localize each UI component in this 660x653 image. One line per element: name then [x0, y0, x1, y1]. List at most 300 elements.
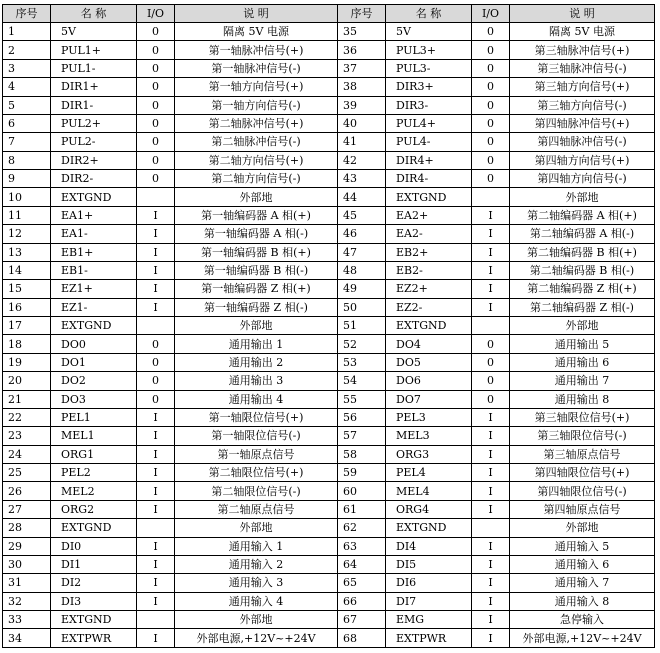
pin-number: 43	[338, 170, 386, 188]
pin-name: DI7	[386, 592, 472, 610]
pin-name: MEL3	[386, 427, 472, 445]
pin-number: 31	[3, 574, 51, 592]
pin-number: 15	[3, 280, 51, 298]
pin-io: I	[472, 537, 510, 555]
pin-name: EZ2-	[386, 298, 472, 316]
pin-name: ORG1	[51, 445, 137, 463]
pin-io: I	[137, 427, 175, 445]
pin-name: EZ1+	[51, 280, 137, 298]
pin-name: ORG4	[386, 500, 472, 518]
pin-io: 0	[137, 23, 175, 41]
pin-description: 外部电源,+12V~+24V	[175, 629, 338, 648]
table-row	[3, 206, 655, 224]
pin-name: EB1-	[51, 261, 137, 279]
pin-description: 第二轴编码器 B 相(+)	[510, 243, 655, 261]
pin-name: DO1	[51, 353, 137, 371]
pin-name: EXTGND	[51, 188, 137, 206]
pin-number: 4	[3, 78, 51, 96]
pin-io: I	[472, 611, 510, 629]
pin-name: MEL1	[51, 427, 137, 445]
pin-number: 30	[3, 555, 51, 573]
pin-name: PUL2+	[51, 114, 137, 132]
pin-io: 0	[472, 133, 510, 151]
pin-io: I	[472, 206, 510, 224]
pin-io: I	[472, 574, 510, 592]
pin-number: 61	[338, 500, 386, 518]
table-row	[3, 611, 655, 629]
pin-io	[137, 317, 175, 335]
pin-number: 55	[338, 390, 386, 408]
pin-name: DO5	[386, 353, 472, 371]
pin-name: EZ2+	[386, 280, 472, 298]
pin-io: I	[137, 280, 175, 298]
pin-io: I	[137, 445, 175, 463]
pin-number: 21	[3, 390, 51, 408]
pin-number: 25	[3, 464, 51, 482]
table-row	[3, 629, 655, 648]
pin-number: 60	[338, 482, 386, 500]
pin-name: EXTGND	[386, 317, 472, 335]
pin-name: DIR3+	[386, 78, 472, 96]
pin-description: 第二轴限位信号(-)	[175, 482, 338, 500]
table-row	[3, 427, 655, 445]
pin-io: I	[137, 555, 175, 573]
pin-description: 第三轴脉冲信号(-)	[510, 59, 655, 77]
pin-name: 5V	[386, 23, 472, 41]
pin-io: I	[472, 464, 510, 482]
pin-name: EZ1-	[51, 298, 137, 316]
pin-name: EA1-	[51, 225, 137, 243]
pin-description: 通用输入 3	[175, 574, 338, 592]
pin-description: 第一轴编码器 A 相(+)	[175, 206, 338, 224]
pin-number: 66	[338, 592, 386, 610]
table-row	[3, 59, 655, 77]
pin-number: 6	[3, 114, 51, 132]
pin-io: I	[472, 408, 510, 426]
pin-name: DO4	[386, 335, 472, 353]
pin-name: 5V	[51, 23, 137, 41]
table-row	[3, 243, 655, 261]
pin-name: EXTGND	[51, 317, 137, 335]
pin-io: I	[137, 482, 175, 500]
pin-description: 通用输出 3	[175, 372, 338, 390]
pin-number: 12	[3, 225, 51, 243]
pin-io: I	[137, 298, 175, 316]
header-io: I/O	[137, 5, 175, 23]
pin-io: 0	[137, 114, 175, 132]
pin-io: 0	[472, 114, 510, 132]
pin-name: DI3	[51, 592, 137, 610]
pin-name: MEL2	[51, 482, 137, 500]
pin-name: EA1+	[51, 206, 137, 224]
pin-io: I	[137, 629, 175, 648]
pin-name: EB2+	[386, 243, 472, 261]
pin-name: DO6	[386, 372, 472, 390]
pin-name: PUL4+	[386, 114, 472, 132]
pin-number: 32	[3, 592, 51, 610]
pin-name: EXTGND	[386, 188, 472, 206]
pin-number: 46	[338, 225, 386, 243]
pin-name: EA2+	[386, 206, 472, 224]
pin-description: 通用输出 2	[175, 353, 338, 371]
header-io: I/O	[472, 5, 510, 23]
pin-description: 外部地	[175, 611, 338, 629]
pin-io: I	[472, 225, 510, 243]
pin-number: 62	[338, 519, 386, 537]
pin-io: I	[137, 464, 175, 482]
table-row	[3, 151, 655, 169]
header-description: 说 明	[510, 5, 655, 23]
pin-number: 38	[338, 78, 386, 96]
pin-io: I	[472, 445, 510, 463]
pin-description: 通用输入 4	[175, 592, 338, 610]
pin-io: 0	[472, 170, 510, 188]
pin-description: 第四轴脉冲信号(-)	[510, 133, 655, 151]
pin-description: 第一轴编码器 Z 相(-)	[175, 298, 338, 316]
pin-name: DIR1+	[51, 78, 137, 96]
pin-description: 通用输入 1	[175, 537, 338, 555]
pin-name: PUL1+	[51, 41, 137, 59]
pin-io	[472, 519, 510, 537]
pin-io: I	[137, 500, 175, 518]
pin-description: 第一轴编码器 Z 相(+)	[175, 280, 338, 298]
pin-description: 第二轴方向信号(-)	[175, 170, 338, 188]
pin-name: EB2-	[386, 261, 472, 279]
table-row	[3, 500, 655, 518]
pin-number: 57	[338, 427, 386, 445]
pin-io: 0	[472, 41, 510, 59]
header-description: 说 明	[175, 5, 338, 23]
pin-description: 第二轴脉冲信号(+)	[175, 114, 338, 132]
pin-io: I	[137, 537, 175, 555]
pin-io: 0	[137, 390, 175, 408]
table-row	[3, 482, 655, 500]
pin-number: 41	[338, 133, 386, 151]
table-row	[3, 537, 655, 555]
pin-description: 第三轴限位信号(+)	[510, 408, 655, 426]
pin-io: I	[137, 243, 175, 261]
pin-number: 3	[3, 59, 51, 77]
pin-description: 第一轴编码器 B 相(-)	[175, 261, 338, 279]
pin-io: 0	[472, 335, 510, 353]
pin-description: 第一轴脉冲信号(+)	[175, 41, 338, 59]
pin-number: 52	[338, 335, 386, 353]
table-row	[3, 78, 655, 96]
pin-description: 第二轴方向信号(+)	[175, 151, 338, 169]
pin-description: 通用输入 5	[510, 537, 655, 555]
pin-io: 0	[472, 372, 510, 390]
pin-io: 0	[137, 372, 175, 390]
pin-number: 16	[3, 298, 51, 316]
pin-name: PUL2-	[51, 133, 137, 151]
pin-number: 44	[338, 188, 386, 206]
pin-description: 隔离 5V 电源	[175, 23, 338, 41]
pin-description: 外部地	[510, 317, 655, 335]
pin-description: 通用输出 1	[175, 335, 338, 353]
pin-description: 通用输出 5	[510, 335, 655, 353]
pin-name: EB1+	[51, 243, 137, 261]
pin-description: 第一轴脉冲信号(-)	[175, 59, 338, 77]
pin-number: 49	[338, 280, 386, 298]
pin-description: 第三轴方向信号(+)	[510, 78, 655, 96]
pin-io	[137, 188, 175, 206]
pin-io: 0	[137, 133, 175, 151]
pin-number: 1	[3, 23, 51, 41]
pin-name: EXTGND	[386, 519, 472, 537]
pin-number: 40	[338, 114, 386, 132]
pin-io	[137, 519, 175, 537]
table-row	[3, 445, 655, 463]
pin-number: 13	[3, 243, 51, 261]
pin-number: 14	[3, 261, 51, 279]
pin-io: I	[472, 243, 510, 261]
pin-io: I	[472, 592, 510, 610]
pin-description: 通用输入 7	[510, 574, 655, 592]
pin-description: 外部地	[510, 519, 655, 537]
pin-io: 0	[472, 151, 510, 169]
pin-name: DI6	[386, 574, 472, 592]
pin-description: 第一轴编码器 A 相(-)	[175, 225, 338, 243]
pin-description: 第一轴限位信号(-)	[175, 427, 338, 445]
pin-description: 第四轴原点信号	[510, 500, 655, 518]
header-number: 序号	[3, 5, 51, 23]
pin-number: 5	[3, 96, 51, 114]
pin-number: 47	[338, 243, 386, 261]
pin-number: 26	[3, 482, 51, 500]
table-row	[3, 335, 655, 353]
pin-name: DIR2-	[51, 170, 137, 188]
pin-number: 8	[3, 151, 51, 169]
pin-number: 65	[338, 574, 386, 592]
pin-io	[472, 188, 510, 206]
pin-io: I	[137, 225, 175, 243]
pin-description: 通用输出 8	[510, 390, 655, 408]
pin-name: MEL4	[386, 482, 472, 500]
pin-io: 0	[472, 96, 510, 114]
pin-io: I	[472, 280, 510, 298]
pin-io: 0	[472, 78, 510, 96]
table-row	[3, 170, 655, 188]
pin-name: EXTGND	[51, 519, 137, 537]
pin-number: 53	[338, 353, 386, 371]
pin-number: 45	[338, 206, 386, 224]
pin-description: 第二轴限位信号(+)	[175, 464, 338, 482]
pin-io: I	[472, 629, 510, 648]
pin-io: I	[137, 574, 175, 592]
pin-number: 54	[338, 372, 386, 390]
table-row	[3, 408, 655, 426]
pin-name: DIR3-	[386, 96, 472, 114]
pin-description: 通用输入 6	[510, 555, 655, 573]
pin-description: 第二轴编码器 A 相(+)	[510, 206, 655, 224]
pin-name: DO7	[386, 390, 472, 408]
pin-description: 通用输出 6	[510, 353, 655, 371]
pin-name: DO3	[51, 390, 137, 408]
table-row	[3, 555, 655, 573]
header-name: 名 称	[51, 5, 137, 23]
pin-name: PEL3	[386, 408, 472, 426]
pin-description: 急停输入	[510, 611, 655, 629]
pin-number: 59	[338, 464, 386, 482]
table-row	[3, 96, 655, 114]
table-row	[3, 225, 655, 243]
pin-name: DO2	[51, 372, 137, 390]
pin-description: 第二轴脉冲信号(-)	[175, 133, 338, 151]
pin-io	[137, 611, 175, 629]
pin-description: 外部地	[175, 188, 338, 206]
pin-description: 第一轴方向信号(-)	[175, 96, 338, 114]
pin-description: 第三轴限位信号(-)	[510, 427, 655, 445]
pin-description: 第三轴脉冲信号(+)	[510, 41, 655, 59]
pin-description: 第四轴限位信号(-)	[510, 482, 655, 500]
pin-io: 0	[137, 78, 175, 96]
pin-io: 0	[137, 59, 175, 77]
pin-name: EXTPWR	[386, 629, 472, 648]
pin-description: 第一轴编码器 B 相(+)	[175, 243, 338, 261]
header-row	[3, 5, 655, 23]
pin-description: 外部地	[175, 519, 338, 537]
pin-number: 51	[338, 317, 386, 335]
pin-description: 第二轴编码器 Z 相(-)	[510, 298, 655, 316]
pin-name: PEL1	[51, 408, 137, 426]
pin-number: 23	[3, 427, 51, 445]
pin-description: 第二轴编码器 Z 相(+)	[510, 280, 655, 298]
pin-number: 39	[338, 96, 386, 114]
table-row	[3, 280, 655, 298]
pin-io	[472, 317, 510, 335]
pin-description: 第一轴原点信号	[175, 445, 338, 463]
pin-io: I	[472, 500, 510, 518]
pin-number: 33	[3, 611, 51, 629]
pin-description: 外部地	[510, 188, 655, 206]
table-row	[3, 372, 655, 390]
pin-io: I	[137, 261, 175, 279]
pin-number: 64	[338, 555, 386, 573]
pin-name: PUL1-	[51, 59, 137, 77]
pin-description: 第四轴脉冲信号(+)	[510, 114, 655, 132]
pin-number: 48	[338, 261, 386, 279]
table-row	[3, 298, 655, 316]
pin-number: 17	[3, 317, 51, 335]
pin-io: I	[137, 408, 175, 426]
table-row	[3, 23, 655, 41]
pin-number: 18	[3, 335, 51, 353]
pin-description: 第三轴方向信号(-)	[510, 96, 655, 114]
pin-io: I	[137, 206, 175, 224]
pin-number: 34	[3, 629, 51, 648]
pin-name: ORG3	[386, 445, 472, 463]
table-row	[3, 464, 655, 482]
table-row	[3, 390, 655, 408]
pin-name: DIR2+	[51, 151, 137, 169]
pin-io: I	[472, 482, 510, 500]
pin-name: DIR4-	[386, 170, 472, 188]
pin-name: PEL2	[51, 464, 137, 482]
pin-description: 外部电源,+12V~+24V	[510, 629, 655, 648]
pin-description: 通用输出 7	[510, 372, 655, 390]
table-row	[3, 592, 655, 610]
pin-name: PUL3+	[386, 41, 472, 59]
pin-io: I	[472, 261, 510, 279]
pin-name: DI4	[386, 537, 472, 555]
pin-io: I	[472, 555, 510, 573]
table-row	[3, 519, 655, 537]
pin-name: EA2-	[386, 225, 472, 243]
pin-io: I	[472, 298, 510, 316]
table-row	[3, 574, 655, 592]
pin-number: 22	[3, 408, 51, 426]
pin-number: 19	[3, 353, 51, 371]
pin-number: 2	[3, 41, 51, 59]
pin-description: 第三轴原点信号	[510, 445, 655, 463]
pin-description: 第四轴限位信号(+)	[510, 464, 655, 482]
pin-name: EMG	[386, 611, 472, 629]
pin-definition-table	[2, 4, 655, 648]
table-row	[3, 353, 655, 371]
header-name: 名 称	[386, 5, 472, 23]
pin-number: 20	[3, 372, 51, 390]
table-row	[3, 261, 655, 279]
pin-number: 68	[338, 629, 386, 648]
pin-name: EXTPWR	[51, 629, 137, 648]
pin-number: 10	[3, 188, 51, 206]
pin-description: 通用输入 2	[175, 555, 338, 573]
pin-number: 27	[3, 500, 51, 518]
table-row	[3, 133, 655, 151]
pin-number: 29	[3, 537, 51, 555]
pin-io: I	[472, 427, 510, 445]
table-row	[3, 41, 655, 59]
table-row	[3, 114, 655, 132]
pin-name: ORG2	[51, 500, 137, 518]
pin-io: 0	[472, 353, 510, 371]
pin-number: 58	[338, 445, 386, 463]
pin-io: 0	[472, 59, 510, 77]
pin-number: 24	[3, 445, 51, 463]
table-row	[3, 317, 655, 335]
pin-number: 56	[338, 408, 386, 426]
pin-name: DI0	[51, 537, 137, 555]
pin-description: 第二轴编码器 A 相(-)	[510, 225, 655, 243]
pin-io: 0	[137, 353, 175, 371]
pin-io: 0	[472, 390, 510, 408]
pin-name: DI2	[51, 574, 137, 592]
pin-name: PUL3-	[386, 59, 472, 77]
pin-number: 28	[3, 519, 51, 537]
pin-io: 0	[137, 96, 175, 114]
pin-description: 第一轴方向信号(+)	[175, 78, 338, 96]
pin-number: 42	[338, 151, 386, 169]
pin-number: 7	[3, 133, 51, 151]
pin-description: 第四轴方向信号(+)	[510, 151, 655, 169]
pin-io: I	[137, 592, 175, 610]
pin-number: 11	[3, 206, 51, 224]
header-number: 序号	[338, 5, 386, 23]
pin-io: 0	[137, 41, 175, 59]
pin-name: PUL4-	[386, 133, 472, 151]
pin-number: 63	[338, 537, 386, 555]
pin-number: 37	[338, 59, 386, 77]
pin-name: DIR1-	[51, 96, 137, 114]
pin-description: 通用输入 8	[510, 592, 655, 610]
pin-name: DI5	[386, 555, 472, 573]
table-row	[3, 188, 655, 206]
pin-number: 35	[338, 23, 386, 41]
pin-io: 0	[137, 151, 175, 169]
pin-table-body	[3, 23, 655, 648]
pin-description: 第四轴方向信号(-)	[510, 170, 655, 188]
pin-description: 通用输出 4	[175, 390, 338, 408]
